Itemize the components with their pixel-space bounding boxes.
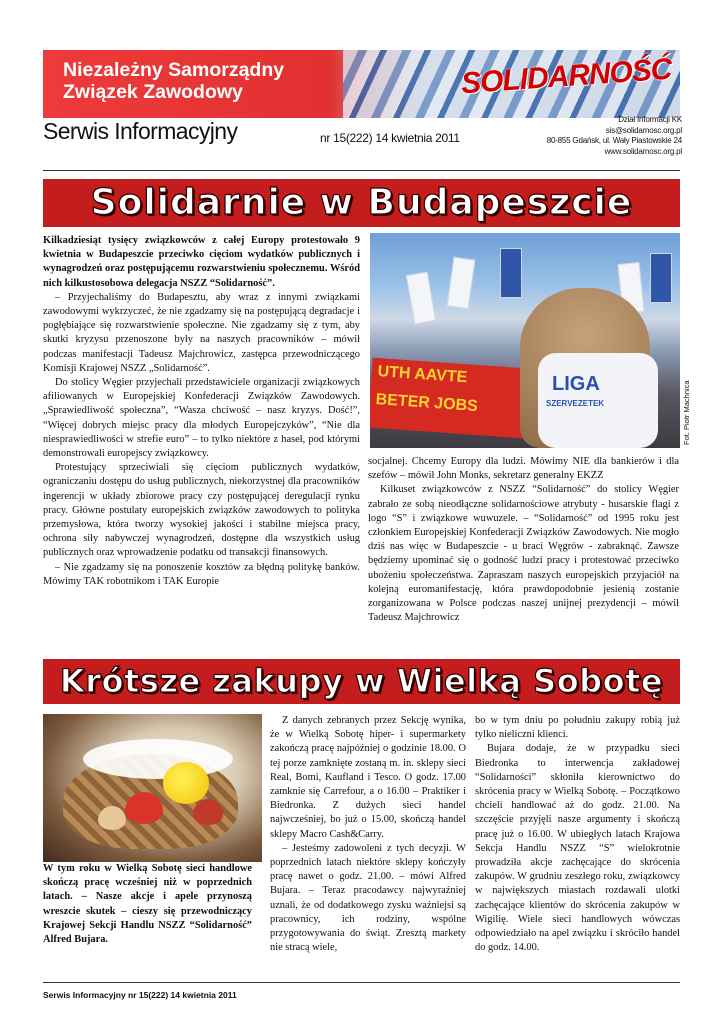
footer-text: Serwis Informacyjny nr 15(222) 14 kwietnia 2011 [43, 990, 237, 1000]
footer-divider [43, 982, 680, 983]
paragraph: Do stolicy Węgier przyjechali przedstawiciele organizacji związkowych afiliowanych w Europejskiej Konfederacji Związków Zawodowych. „Sprawiedliwość społeczna”, “Wasza chciwość – nasz kryzys. Dość!”, “Więcej dobrych miejsc pracy dla młodych Europejczyków”, “Nie dla niesprawiedliwości w strefie euro” – to tylko niektóre z haseł, pod którymi demonstrowali europejscy związkowcy. [43, 377, 360, 460]
paragraph: – Jesteśmy zadowoleni z tych decyzji. W poprzednich latach niektóre sklepy kończyły pracę nawet o godz. 21.00. – mówi Alfred Bujara. – Teraz pracodawcy najwyraźniej uznali, że od dodatkowego zysku ważniejsi są pracownicy, ich rodziny, wspólne przygotowywania do świąt. Zresztą markety nie stracą wiele, [270, 842, 466, 954]
contact-department: Dział Informacji KK [618, 115, 682, 124]
flag-shape [650, 253, 672, 303]
paragraph: socjalnej. Chcemy Europy dla ludzi. Mówimy NIE dla bankierów i dla szefów – mówił John Monks, sekretarz generalny EKZZ [368, 456, 679, 482]
contact-block [547, 115, 682, 157]
paragraph: Kilkuset związkowców z NSZZ “Solidarność” do stolicy Węgier zabrało ze sobą nieodłączne solidarnościowe atrybuty - husarskie flagi z logo “S” i związkowe wuwuzele. – “Solidarność” od 1995 roku jest członkiem Europejskiej Konfederacji Związków Zawodowych. Nie mogło dziś nas więc w Budapeszcie - u braci Węgrów - zabraknąć. Zawsze będziemy upominać się o godność ludzi pracy i protestować przeciwko ubożeniu społeczeństwa. Zapraszam naszych europejskich przyjaciół na kolejną euromanifestację, która prawdopodobnie jesienią zostanie zorganizowana w Polsce podczas naszej unijnej prezydencji – mówił Tadeusz Majchrowicz [368, 484, 679, 624]
organization-name [63, 59, 284, 103]
flag-shape [447, 257, 476, 310]
contact-website[interactable]: www.solidarnosc.org.pl [604, 146, 682, 156]
contact-address: 80-855 Gdańsk, ul. Wały Piastowskie 24 [546, 136, 682, 145]
org-line-2: Związek Zawodowy [63, 81, 243, 103]
egg-shape [98, 806, 126, 830]
paragraph: – Nie zgadzamy się na ponoszenie kosztów za błędną politykę banków. Mówimy TAK robotnikom i TAK Europie [43, 561, 360, 587]
banner-text: BETER JOBS [375, 390, 479, 416]
shirt-logo-text: LIGA [552, 373, 600, 395]
contact-email[interactable]: sis@solidarnosc.org.pl [605, 125, 682, 135]
cloth-shape [83, 739, 233, 779]
paragraph: – Przyjechaliśmy do Budapesztu, aby wraz z innymi związkami zawodowymi wykrzyczeć, że nie zgadzamy się na postępującą degradacje i pogłębiające się rozwarstwienie społeczne. Nie zgadzamy się z tym, aby skutki kryzysu przenoszone były na naszych pracowników – mówił podczas manifestacji Tadeusz Majchrowicz, zastępca przewodniczącego Komisji Krajowej NSZZ „Solidarność”. [43, 291, 360, 374]
paragraph: bo w tym dniu po południu zakupy robią już tylko nieliczni klienci. [475, 715, 680, 741]
shirt-subtext: SZERVEZETEK [546, 399, 605, 408]
article2-column-2 [475, 714, 680, 955]
mascot-shirt [538, 353, 658, 448]
photo-credit: Fot. Piotr Machnica [682, 380, 691, 445]
header-banner [43, 50, 680, 118]
egg-shape [125, 792, 163, 824]
paragraph: Bujara dodaje, że w przypadku sieci Biedronka to interwencja zakładowej “Solidarności” skłoniła kierownictwo do skrócenia pracy w Wielką Sobotę. – Początkowo chcieli handlować aż do godz. 21.00. Na szczęście przyjęli nasze argumenty i skończą pracę już o 16.00. W ubiegłych latach Krajowa Sekcja Handlu NSZZ “S” wielokrotnie prowadziła akcje zachęcające do skrócenia zakupów. W grudniu zeszłego roku, związkowcy w największych miastach rozdawali ulotki zachęcające klientów do skrócenia zakupów w Wigilię. Wiele sieci handlowych wówczas odpowiedziało na apel związku i skróciło handel do godz. 14.00. [475, 743, 680, 954]
article2-column-1 [270, 714, 466, 955]
banner-text: UTH AAVTE [377, 363, 468, 387]
paragraph: Protestujący sprzeciwiali się cięciom publicznych wydatków, ograniczaniu dostępu do usług publicznych, niekorzystnej dla pracowników ingerencji w układy zbiorowe pracy czy postępującej deregulacji rynku pracy. Główne postulaty europejskich związków zawodowych to polityka przemysłowa, która tworzy wysokiej jakości i stabilne miejsca pracy, ochrona siły nabywczej wynagrodzeń, dostępne dla wszystkich usług publicznych oraz wprowadzenie podatku od transakcji finansowych. [43, 462, 360, 559]
budapest-protest-photo [370, 233, 680, 448]
article2-caption: W tym roku w Wielką Sobotę sieci handlowe skończą pracę wcześniej niż w poprzednich latach. – Nasze akcje i apele przynoszą wreszcie skutek – cieszy się przewodniczący Krajowej Sekcji Handlu NSZZ “Solidarność” Alfred Bujara. [43, 863, 252, 946]
header-divider [43, 170, 680, 171]
article2-headline: Krótsze zakupy w Wielką Sobotę [43, 659, 680, 704]
flag-shape [406, 271, 436, 324]
issue-number: nr 15(222) 14 kwietnia 2011 [320, 131, 460, 145]
article1-lead: Kilkadziesiąt tysięcy związkowców z całej Europy protestowało 9 kwietnia w Budapeszcie przeciwko cięciom wydatków publicznych i wynagrodzeń oraz postępującemu rozwarstwieniu społecznemu. Wśród nich kilkustosobowa delegacja NSZZ “Solidarność”. [43, 235, 360, 289]
egg-shape [193, 799, 223, 825]
easter-basket-photo [43, 714, 262, 862]
solidarnosc-logo: SOLIDARNOŚĆ [460, 52, 673, 101]
protest-banner [370, 358, 528, 439]
serwis-title: Serwis Informacyjny [43, 118, 238, 144]
article1-column-2 [368, 455, 679, 625]
article1-headline: Solidarnie w Budapeszcie [43, 179, 680, 227]
flag-shape [500, 248, 522, 298]
article1-column-1 [43, 234, 360, 589]
paragraph: Z danych zebranych przez Sekcję wynika, że w Wielką Sobotę hiper- i supermarkety zakończą pracę najpóźniej o godzinie 18.00. O tej porze zamknięte zostaną m. in. sklepy sieci Real, Bomi, Kaufland i Tesco. O godz. 17.00 zamknie się Carrefour, a o 16.00 – Praktiker i Biedronka. Z dużych sieci handel najwcześniej, bo już o 15.00, skończą handel sklepy Macro Cash&Carry. [270, 715, 466, 840]
chick-figure [163, 762, 209, 804]
org-line-1: Niezależny Samorządny [63, 59, 285, 81]
